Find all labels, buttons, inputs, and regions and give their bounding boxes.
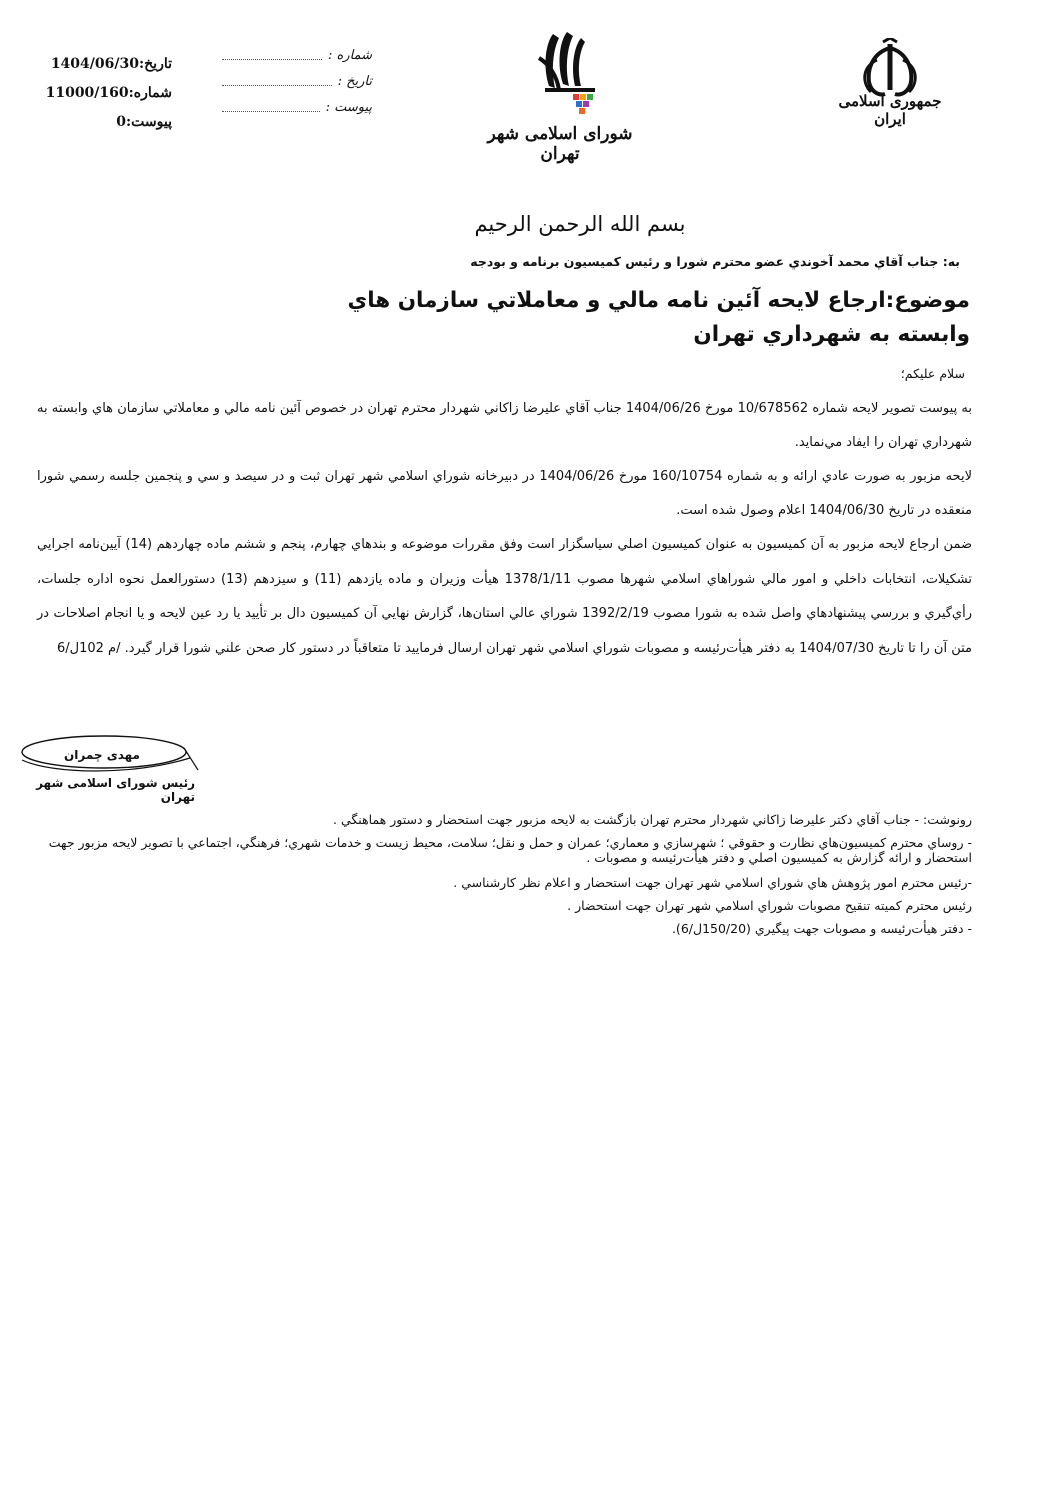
bismillah-heading: بسم الله الرحمن الرحيم [474, 212, 686, 236]
copy-item: - دفتر هيأت‌رئيسه و مصوبات جهت پيگيري (150/20ل/6). [671, 921, 972, 936]
salutation: سلام عليكم؛ [900, 366, 965, 381]
paragraph-1: به پيوست تصوير لايحه شماره 10/678562 مورخ 1404/06/26 جناب آقاي عليرضا زاكاني شهردار محترم تهران در خصوص آئين نامه مالي و معاملاتي سازمان هاي وابسته به شهرداري تهران را ايفاد مي‌نمايد. [37, 401, 972, 450]
copy-item: رونوشت: - جناب آقاي دكتر عليرضا زاكاني شهردار محترم تهران بازگشت به لايحه مزبور جهت استحضار و دستور هماهنگي . [333, 812, 972, 827]
copy-item: رئيس محترم كميته تنقيح مصوبات شوراي اسلامي شهر تهران جهت استحضار . [567, 898, 972, 913]
attachment-form-label: پیوست [334, 99, 372, 115]
council-caption: شورای اسلامی شهر تهران [487, 124, 633, 164]
copy-item: -رئيس محترم امور پژوهش هاي شوراي اسلامي شهر تهران جهت استحضار و اعلام نظر كارشناسي . [453, 875, 972, 890]
signer-title: رئیس شورای اسلامی شهر تهران [36, 776, 195, 804]
signer-name: مهدی چمران [64, 748, 140, 762]
letter-number: شماره:11000/160 [45, 85, 172, 101]
date-form-label: تاریخ [346, 73, 372, 89]
attachment-form-row: پیوست : [222, 94, 372, 120]
reference-form [222, 42, 372, 120]
letter-attachment: پيوست:0 [116, 114, 172, 130]
date-form-row: تاریخ : [222, 68, 372, 94]
reference-values [40, 54, 172, 141]
tehran-council-logo-icon [515, 28, 615, 118]
letter-date: تاريخ:1404/06/30 [50, 56, 172, 72]
copies-list [37, 812, 972, 944]
number-form-row: شماره : [222, 42, 372, 68]
recipient-line: به: جناب آقاي محمد آخوندي عضو محترم شورا و رئيس كميسيون برنامه و بودجه [470, 254, 960, 269]
copy-item: - روساي محترم كميسيون‌هاي نظارت و حقوقي ؛ شهرسازي و معماري؛ عمران و حمل و نقل؛ سلامت، محيط زيست و خدمات شهري؛ فرهنگي، اجتماعي با تصوير لايحه مزبور جهت استحضار و ارائه گزارش به كميسيون اصلي و دفتر هيأت‌رئيسه و مصوبات . [48, 835, 972, 865]
subject-line: موضوع:ارجاع لايحه آئين نامه مالي و معاملاتي سازمان هاي وابسته به شهرداري تهران [347, 288, 970, 347]
number-form-label: شماره [336, 47, 372, 63]
emblem-caption: جمهوری اسلامی ایران [838, 92, 942, 128]
paragraph-3: ضمن ارجاع لايحه مزبور به آن كميسيون به عنوان كميسيون اصلي سياسگزار است وفق مقررات موضوعه و بندهاي چهارم، پنجم و ششم ماده چهاردهم (14) آيين‌نامه اجرايي تشكيلات، انتخابات داخلي و امور مالي شوراهاي اسلامي شهرها مصوب 1378/1/11 هيأت وزيران و ماده يازدهم (11) و سيزدهم (13) دستورالعمل نحوه اداره جلسات، رأي‌گيري و بررسي پيشنهادهاي واصل شده به شورا مصوب 1392/2/19 شوراي عالي استان‌ها، گزارش نهايي آن كميسيون دال بر تأييد يا رد عين لايحه و يا انجام اصلاحات در متن آن را تا تاريخ 1404/07/30 به دفتر هيأت‌رئيسه و مصوبات شوراي اسلامي شهر تهران ارسال فرماييد تا متعاقباً در دستور كار صحن علني شورا قرار گيرد. /م 102ل/6 [37, 537, 973, 656]
paragraph-2: لايحه مزبور به صورت عادي ارائه و به شماره 160/10754 مورخ 1404/06/26 در دبيرخانه شوراي اسلامي شهر تهران ثبت و در سيصد و سي و پنجمين جلسه رسمي شورا منعقده در تاريخ 1404/06/30 اعلام وصول شده است. [37, 469, 972, 518]
